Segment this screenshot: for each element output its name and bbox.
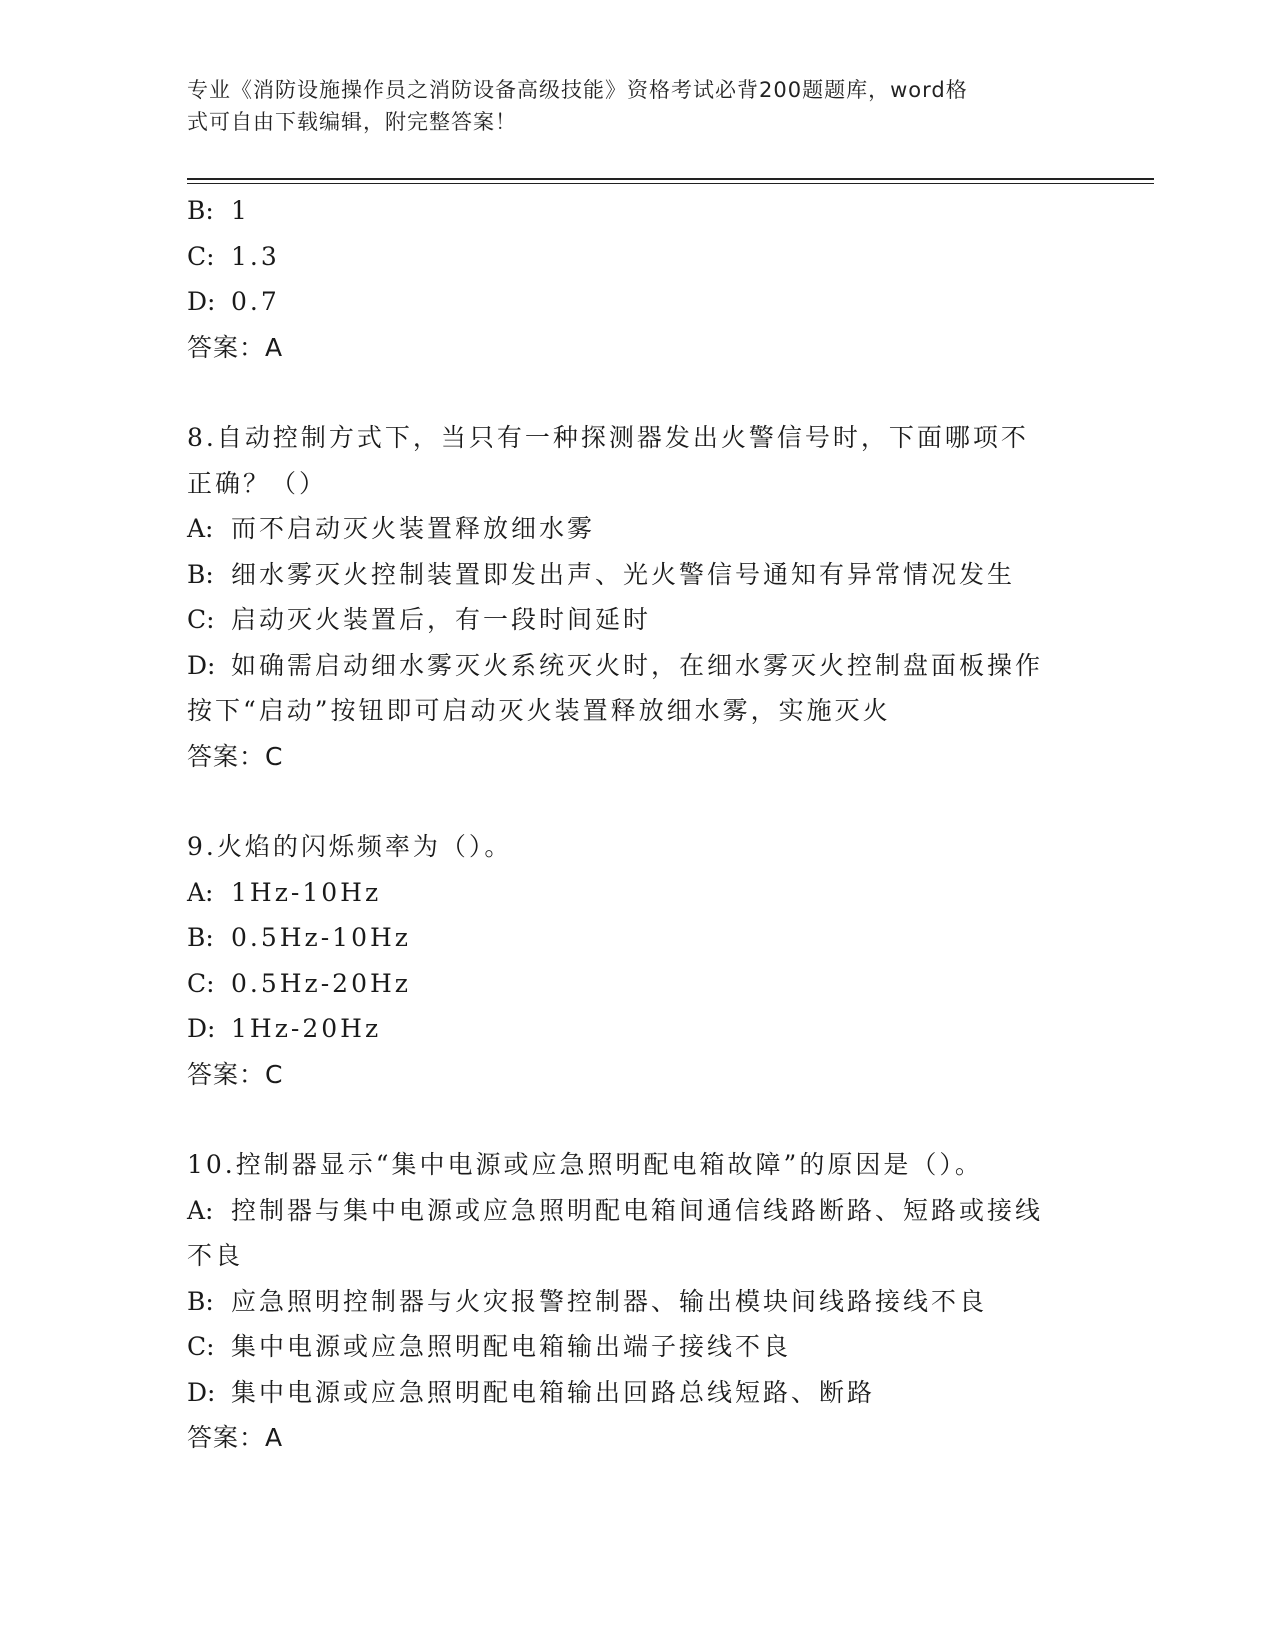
question-9: [187, 824, 1087, 1097]
option-letter: B:: [187, 559, 214, 589]
option-b: [187, 1279, 1087, 1325]
question-stem: 10.控制器显示“集中电源或应急照明配电箱故障”的原因是（）。: [187, 1150, 983, 1179]
spacer: [187, 779, 1087, 824]
option-a: [187, 870, 1087, 916]
option-a-continued: 不良: [187, 1241, 244, 1270]
option-text: 0.5Hz-10Hz: [231, 923, 411, 952]
option-text: 1Hz-10Hz: [231, 877, 382, 907]
option-c: [187, 597, 1087, 643]
option-text: 控制器与集中电源或应急照明配电箱间通信线路断路、短路或接线: [231, 1195, 1044, 1225]
option-text: 应急照明控制器与火灾报警控制器、输出模块间线路接线不良: [231, 1286, 988, 1316]
answer-line: 答案：A: [187, 1423, 284, 1452]
document-header: [187, 74, 1067, 138]
option-b: [187, 552, 1087, 598]
option-d: [187, 279, 1087, 325]
option-text: 启动灭火装置后，有一段时间延时: [231, 605, 652, 634]
option-letter: B:: [187, 1286, 214, 1316]
question-10: [187, 1142, 1087, 1461]
question-stem: 8.自动控制方式下，当只有一种探测器发出火警信号时，下面哪项不: [187, 423, 1029, 452]
option-text: 1.3: [231, 241, 280, 271]
option-text: 0.5Hz-20Hz: [231, 968, 411, 998]
answer-line: 答案：A: [187, 332, 284, 362]
header-divider-thin: [187, 183, 1154, 184]
option-letter: A:: [187, 877, 214, 907]
answer-line: 答案：C: [187, 741, 284, 771]
option-letter: A:: [187, 514, 214, 543]
spacer: [187, 1097, 1087, 1142]
question-content: [187, 188, 1087, 1461]
option-text: 0.7: [231, 287, 280, 316]
option-letter: A:: [187, 1195, 214, 1225]
option-b: [187, 188, 1087, 234]
answer-line: 答案：C: [187, 1059, 284, 1089]
option-letter: D:: [187, 650, 216, 680]
option-letter: D:: [187, 287, 216, 316]
option-text: 而不启动灭火装置释放细水雾: [231, 514, 596, 543]
option-letter: D:: [187, 1014, 216, 1043]
header-line-1: 专业《消防设施操作员之消防设备高级技能》资格考试必背200题题库，word格: [187, 78, 968, 102]
option-letter: C:: [187, 1332, 215, 1361]
option-letter: C:: [187, 241, 215, 271]
option-text: 1: [231, 196, 250, 225]
option-letter: C:: [187, 968, 215, 998]
option-d: [187, 643, 1087, 689]
option-d: [187, 1370, 1087, 1416]
option-letter: D:: [187, 1377, 216, 1407]
header-divider-thick: [187, 178, 1154, 180]
option-text: 细水雾灭火控制装置即发出声、光火警信号通知有异常情况发生: [231, 559, 1016, 589]
question-7-fragment: [187, 188, 1087, 370]
option-b: [187, 915, 1087, 961]
option-a: [187, 1188, 1087, 1234]
option-letter: C:: [187, 605, 215, 634]
question-8: [187, 415, 1087, 779]
question-stem: 9.火焰的闪烁频率为（）。: [187, 832, 513, 861]
option-a: [187, 506, 1087, 552]
question-stem-continued: 正确？（）: [187, 468, 328, 498]
option-text: 1Hz-20Hz: [231, 1014, 382, 1043]
option-c: [187, 961, 1087, 1007]
option-text: 如确需启动细水雾灭火系统灭火时，在细水雾灭火控制盘面板操作: [231, 650, 1044, 680]
option-text: 集中电源或应急照明配电箱输出回路总线短路、断路: [231, 1377, 876, 1407]
option-text: 集中电源或应急照明配电箱输出端子接线不良: [231, 1332, 792, 1361]
option-d-continued: 按下“启动”按钮即可启动灭火装置释放细水雾，实施灭火: [187, 696, 891, 725]
header-line-2: 式可自由下载编辑，附完整答案！: [187, 110, 517, 134]
option-c: [187, 234, 1087, 280]
option-letter: B:: [187, 196, 214, 225]
option-c: [187, 1324, 1087, 1370]
spacer: [187, 370, 1087, 415]
option-letter: B:: [187, 923, 214, 952]
option-d: [187, 1006, 1087, 1052]
